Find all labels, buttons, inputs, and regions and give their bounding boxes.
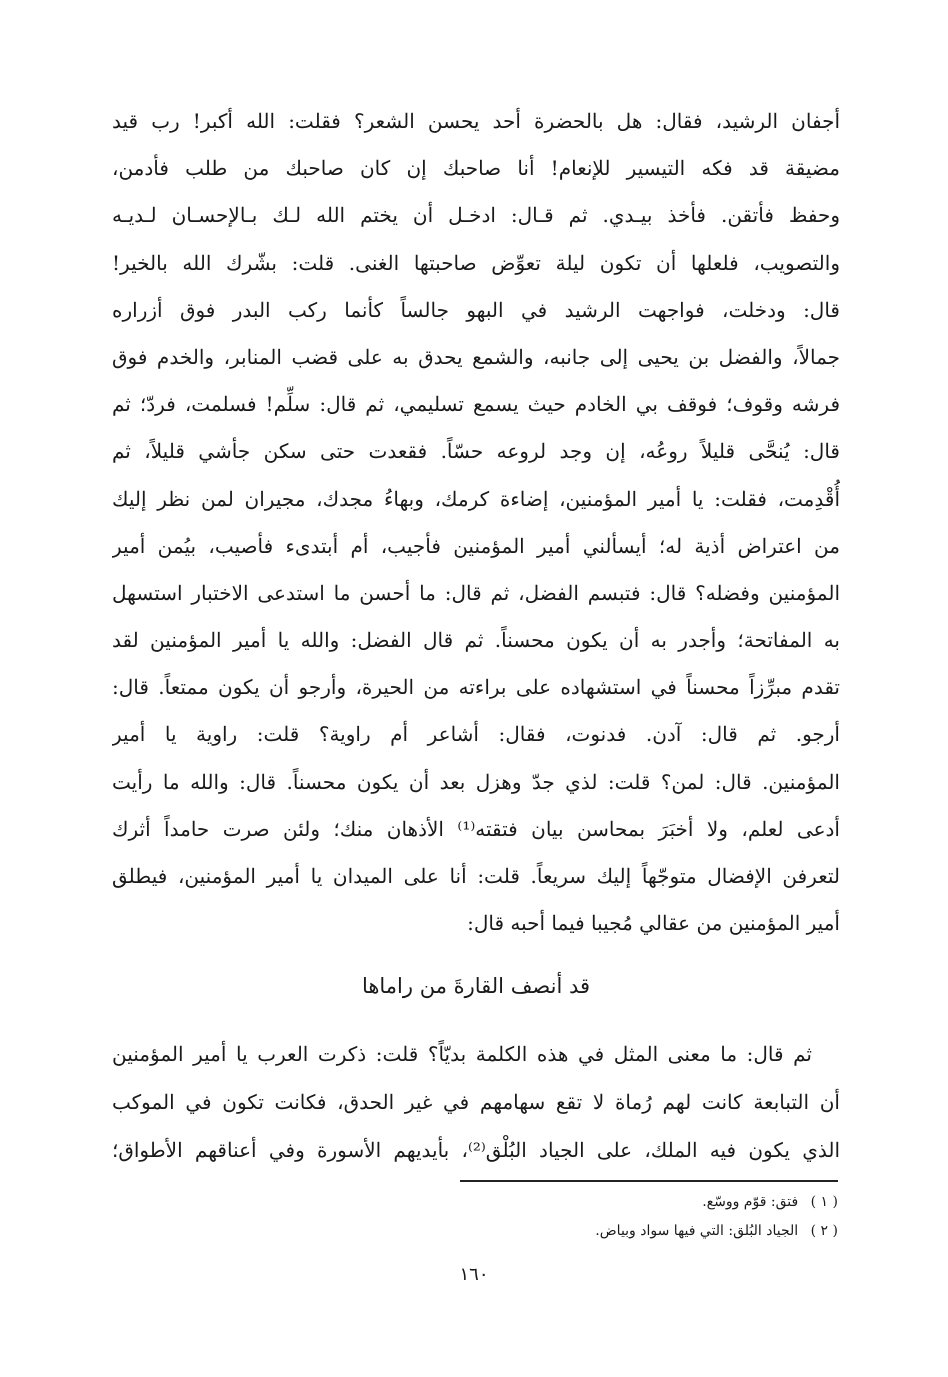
- text-line: الذي يكون فيه الملك، على الجياد البُلْق⁽²⁾، بأيديهم الأسورة وفي أعناقهم الأطواق؛: [112, 1138, 840, 1162]
- footnote-text: فتق: قوّم ووسّع.: [702, 1194, 799, 1210]
- text-line: أمير المؤمنين من عقالي مُجيبا فيما أحبه قال:: [467, 911, 840, 936]
- text-line: ثم قال: ما معنى المثل في هذه الكلمة بديّاً؟ قلت: ذكرت العرب يا أمير المؤمنين: [112, 1042, 812, 1066]
- footnote-divider: [460, 1180, 838, 1182]
- main-text-block: [112, 98, 840, 947]
- footnote-text: الجياد البُلق: التي فيها سواد وبياض.: [595, 1223, 799, 1239]
- text-line: مضيقة قد فكه التيسير للإنعام! أنا صاحبك إن كان صاحبك من طلب فأدمن،: [112, 156, 840, 181]
- text-line: المؤمنين. قال: لمن؟ قلت: لذي جدّ وهزل بعد أن يكون محسناً. قال: والله ما رأيت: [112, 769, 840, 794]
- text-line: تقدم مبرِّزاً محسناً في استشهاده على براءته من الحيرة، وأرجو أن يكون ممتعاً. قال:: [112, 675, 840, 700]
- footnote-2: [400, 1217, 838, 1246]
- text-line: والتصويب، فلعلها أن تكون ليلة تعوِّض صاحبتها الغنى. قلت: بشّرك الله بالخير!: [112, 250, 840, 275]
- text-line: المؤمنين وفضله؟ قال: فتبسم الفضل، ثم قال: ما أحسن ما استدعى الاختبار استسهل: [112, 580, 840, 605]
- text-line: أرجو. ثم قال: آدن. فدنوت، فقال: أشاعر أم راوية؟ قلت: راوية يا أمير: [112, 722, 840, 747]
- continuation-text-block: [112, 1030, 840, 1174]
- text-line: أن التبابعة كانت لهم رُماة لا تقع سهامهم في غير الحدق، فكانت تكون في الموكب: [112, 1090, 840, 1114]
- text-line: وحفظ فأتقن. فأخذ بيـدي. ثم قـال: ادخـل أن يختم الله لـك بـالإحسـان لـديـه: [112, 203, 840, 228]
- text-line: أدعى لعلم، ولا أخبَرَ بمحاسن بيان فتقته⁽¹⁾ الأذهان منك؛ ولئن صرت حامداً أثرك: [112, 816, 840, 841]
- text-line: قال: ودخلت، فواجهت الرشيد في البهو جالساً كأنما ركب البدر فوق أزراره: [112, 297, 840, 322]
- footnote-number: ( ٢ ): [810, 1223, 838, 1239]
- footnotes: [400, 1188, 838, 1246]
- footnote-number: ( ١ ): [810, 1194, 838, 1210]
- text-line: قال: يُنحَّى قليلاً روعُه، إن وجد لروعه حسّاً. فقعدت حتى سكن جأشي قليلاً، ثم: [112, 439, 840, 464]
- text-line: من اعتراض أذية له؛ أيسألني أمير المؤمنين فأجيب، أم أبتدىء فأصيب، بيُمن أمير: [112, 533, 840, 558]
- text-line: فرشه وقوف؛ فوقف بي الخادم حيث يسمع تسليمي، ثم قال: سلِّم! فسلمت، فردّ؛ ثم: [112, 392, 840, 417]
- verse-line: قد أنصف القارةَ من راماها: [361, 974, 591, 998]
- text-line: أُقْدِمت، فقلت: يا أمير المؤمنين، إضاءة كرمك، وبهاءُ مجدك، مجيران لمن نظر إليك: [112, 486, 840, 511]
- text-line: جمالاً، والفضل بن يحيى إلى جانبه، والشمع يحدق به على قضب المنابر، والخدم فوق: [112, 344, 840, 369]
- text-line: لتعرفن الإفضال متوجّهاً إليك سريعاً. قلت: أنا على الميدان يا أمير المؤمنين، فيطلق: [112, 864, 840, 888]
- text-line: أجفان الرشيد، فقال: هل بالحضرة أحد يحسن الشعر؟ فقلت: الله أكبر! رب قيد: [112, 109, 840, 133]
- page-number: ١٦٠: [459, 1264, 489, 1285]
- text-line: به المفاتحة؛ وأجدر به أن يكون محسناً. ثم قال الفضل: والله يا أمير المؤمنين لقد: [112, 628, 840, 653]
- footnote-1: [400, 1188, 838, 1217]
